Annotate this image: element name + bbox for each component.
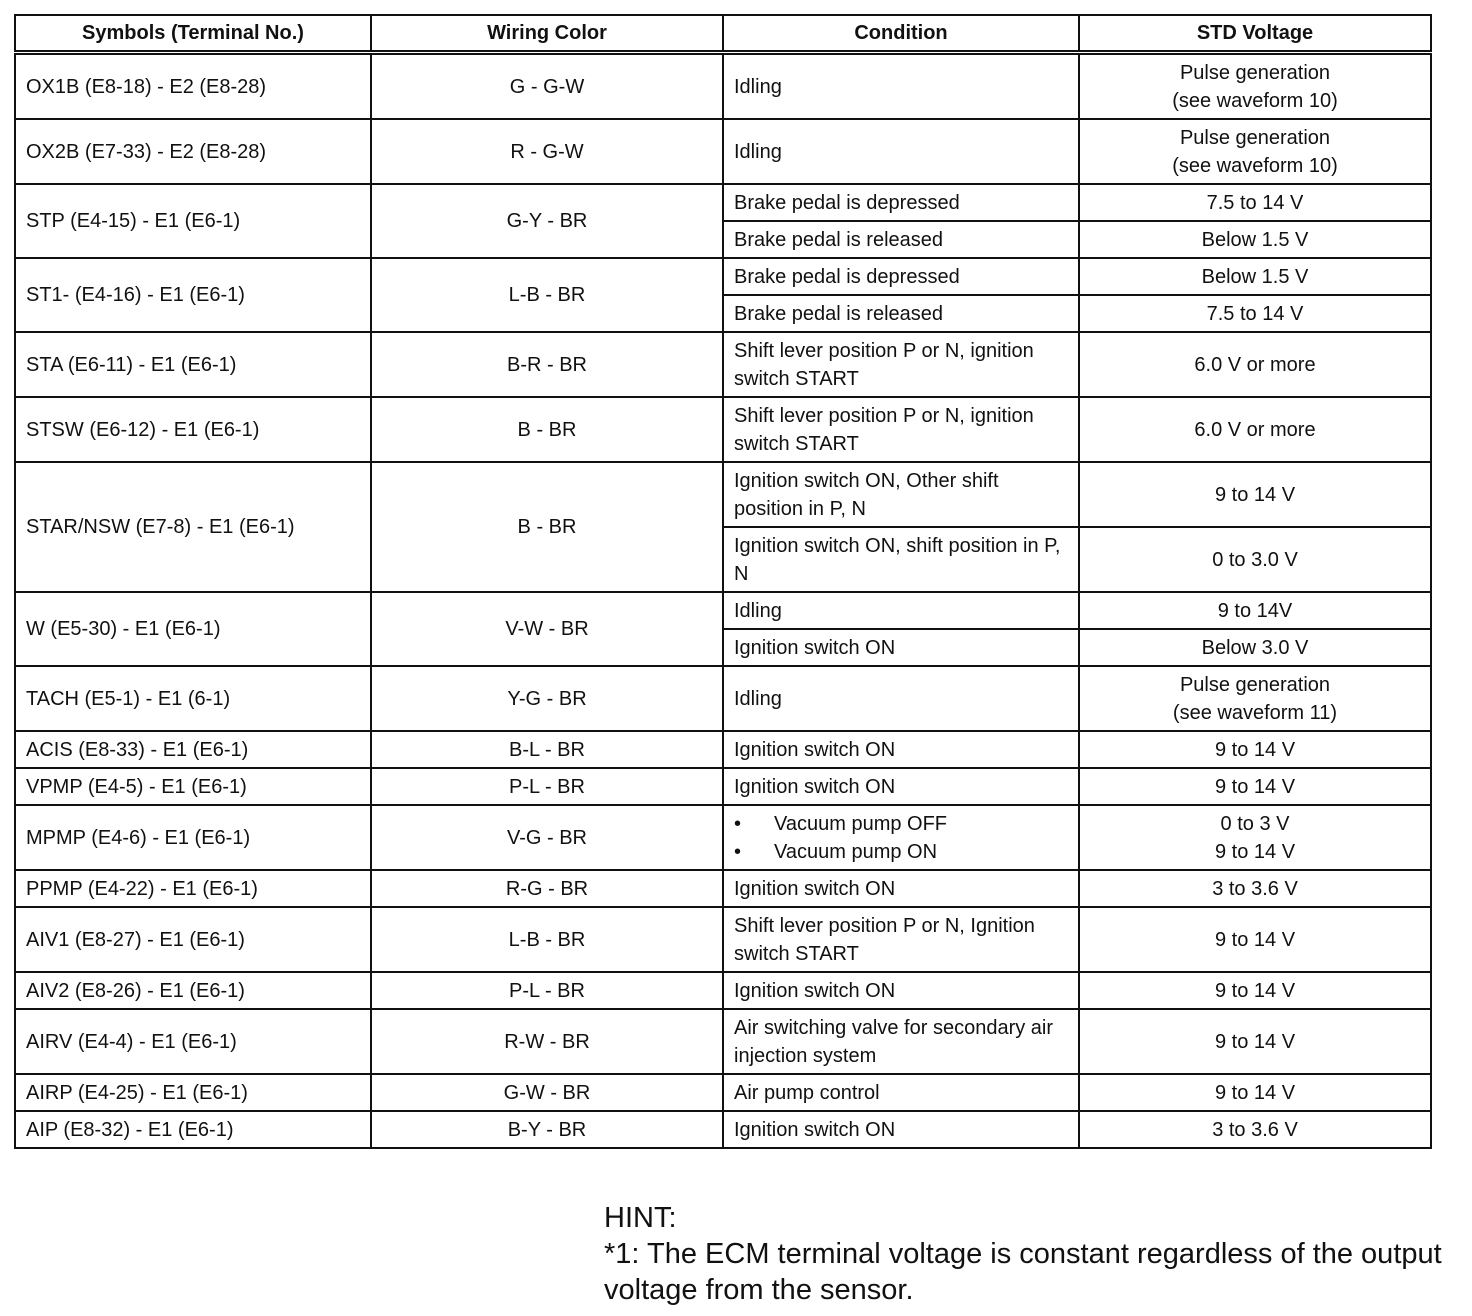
wiring-color-cell: G-W - BR [371,1074,723,1111]
wiring-color-cell: V-W - BR [371,592,723,666]
std-voltage-cell: 9 to 14 V [1079,731,1431,768]
terminal-symbol-cell: AIV1 (E8-27) - E1 (E6-1) [15,907,371,972]
terminal-symbol-cell: W (E5-30) - E1 (E6-1) [15,592,371,666]
condition-cell: Ignition switch ON, Other shift position in P, N [723,462,1079,527]
table-body [15,53,1431,1149]
wiring-color-cell: B-L - BR [371,731,723,768]
terminal-symbol-cell: OX2B (E7-33) - E2 (E8-28) [15,119,371,184]
condition-cell [723,805,1079,870]
bullet-icon: • [734,812,742,835]
std-voltage-cell: 0 to 3.0 V [1079,527,1431,592]
wiring-color-cell: B - BR [371,462,723,592]
terminal-symbol-cell: TACH (E5-1) - E1 (6-1) [15,666,371,731]
wiring-color-cell: L-B - BR [371,907,723,972]
wiring-color-cell: B-R - BR [371,332,723,397]
table-row [15,768,1431,805]
condition-cell: Brake pedal is released [723,295,1079,332]
wiring-color-cell: Y-G - BR [371,666,723,731]
std-voltage-cell: Below 3.0 V [1079,629,1431,666]
condition-cell: Brake pedal is depressed [723,184,1079,221]
terminal-voltage-table [14,14,1432,1149]
std-voltage-cell [1079,805,1431,870]
table-row [15,666,1431,731]
std-voltage-cell: 9 to 14 V [1079,972,1431,1009]
table-row [15,592,1431,629]
condition-cell: Air pump control [723,1074,1079,1111]
wiring-color-cell: B-Y - BR [371,1111,723,1148]
condition-cell: Ignition switch ON [723,1111,1079,1148]
std-voltage-line: Pulse generation [1179,126,1331,149]
std-voltage-cell: 6.0 V or more [1079,397,1431,462]
terminal-symbol-cell: MPMP (E4-6) - E1 (E6-1) [15,805,371,870]
wiring-color-cell: V-G - BR [371,805,723,870]
std-voltage-cell: Below 1.5 V [1079,258,1431,295]
std-voltage-line: Pulse generation [1179,673,1331,696]
condition-cell: Shift lever position P or N, ignition switch START [723,397,1079,462]
table-row [15,731,1431,768]
condition-cell: Ignition switch ON [723,629,1079,666]
header-symbols: Symbols (Terminal No.) [15,15,371,53]
condition-cell: Air switching valve for secondary air injection system [723,1009,1079,1074]
std-voltage-line: Pulse generation [1179,61,1331,84]
condition-cell: Idling [723,53,1079,120]
terminal-symbol-cell: STP (E4-15) - E1 (E6-1) [15,184,371,258]
std-voltage-cell: 9 to 14 V [1079,768,1431,805]
table-row [15,258,1431,295]
wiring-color-cell: P-L - BR [371,768,723,805]
std-voltage-line: (see waveform 11) [1172,701,1338,724]
std-voltage-cell: 9 to 14 V [1079,462,1431,527]
table-header-row [15,15,1431,53]
std-voltage-cell: 7.5 to 14 V [1079,184,1431,221]
terminal-symbol-cell: ACIS (E8-33) - E1 (E6-1) [15,731,371,768]
std-voltage-cell [1079,53,1431,120]
std-voltage-cell: 9 to 14 V [1079,1009,1431,1074]
bullet-icon: • [734,840,742,863]
condition-bullet-text: Vacuum pump ON [774,840,938,863]
condition-cell: Idling [723,666,1079,731]
std-voltage-line: 9 to 14 V [1214,840,1296,863]
table-row [15,53,1431,120]
std-voltage-cell: Below 1.5 V [1079,221,1431,258]
condition-bullet-item [734,838,1068,866]
std-voltage-cell: 9 to 14 V [1079,1074,1431,1111]
terminal-symbol-cell: AIP (E8-32) - E1 (E6-1) [15,1111,371,1148]
condition-bullet-item [734,810,1068,838]
std-voltage-cell: 9 to 14 V [1079,907,1431,972]
condition-cell: Ignition switch ON, shift position in P, N [723,527,1079,592]
condition-cell: Shift lever position P or N, ignition switch START [723,332,1079,397]
condition-cell: Brake pedal is depressed [723,258,1079,295]
table-row [15,397,1431,462]
terminal-symbol-cell: AIRP (E4-25) - E1 (E6-1) [15,1074,371,1111]
hint-title: HINT: [604,1202,677,1234]
wiring-color-cell: G - G-W [371,53,723,120]
std-voltage-cell: 6.0 V or more [1079,332,1431,397]
wiring-color-cell: B - BR [371,397,723,462]
table-row [15,119,1431,184]
table-row [15,184,1431,221]
condition-cell: Shift lever position P or N, Ignition switch START [723,907,1079,972]
wiring-color-cell: R-G - BR [371,870,723,907]
terminal-symbol-cell: STSW (E6-12) - E1 (E6-1) [15,397,371,462]
table-row [15,972,1431,1009]
wiring-color-cell: R - G-W [371,119,723,184]
condition-bullet-text: Vacuum pump OFF [774,812,948,835]
table-row [15,1111,1431,1148]
wiring-color-cell: P-L - BR [371,972,723,1009]
wiring-color-cell: G-Y - BR [371,184,723,258]
condition-cell: Ignition switch ON [723,731,1079,768]
std-voltage-cell: 7.5 to 14 V [1079,295,1431,332]
terminal-symbol-cell: AIRV (E4-4) - E1 (E6-1) [15,1009,371,1074]
terminal-symbol-cell: PPMP (E4-22) - E1 (E6-1) [15,870,371,907]
hint-text: *1: The ECM terminal voltage is constant regardless of the output voltage from the sensor. [604,1238,1442,1306]
wiring-color-cell: L-B - BR [371,258,723,332]
condition-cell: Ignition switch ON [723,972,1079,1009]
table-row [15,462,1431,527]
std-voltage-line: (see waveform 10) [1172,89,1338,112]
terminal-symbol-cell: OX1B (E8-18) - E2 (E8-28) [15,53,371,120]
std-voltage-line: (see waveform 10) [1172,154,1338,177]
table-row [15,1009,1431,1074]
condition-cell: Brake pedal is released [723,221,1079,258]
terminal-symbol-cell: AIV2 (E8-26) - E1 (E6-1) [15,972,371,1009]
condition-cell: Ignition switch ON [723,870,1079,907]
std-voltage-cell: 9 to 14V [1079,592,1431,629]
header-wiring-color: Wiring Color [371,15,723,53]
terminal-symbol-cell: STA (E6-11) - E1 (E6-1) [15,332,371,397]
table-row [15,332,1431,397]
wiring-color-cell: R-W - BR [371,1009,723,1074]
terminal-symbol-cell: ST1- (E4-16) - E1 (E6-1) [15,258,371,332]
terminal-symbol-cell: VPMP (E4-5) - E1 (E6-1) [15,768,371,805]
condition-cell: Idling [723,119,1079,184]
std-voltage-cell [1079,119,1431,184]
std-voltage-cell: 3 to 3.6 V [1079,870,1431,907]
std-voltage-cell [1079,666,1431,731]
table-row [15,1074,1431,1111]
condition-cell: Idling [723,592,1079,629]
std-voltage-line: 0 to 3 V [1220,812,1290,835]
std-voltage-cell: 3 to 3.6 V [1079,1111,1431,1148]
table-row [15,907,1431,972]
header-condition: Condition [723,15,1079,53]
hint-note [604,1200,1444,1308]
terminal-symbol-cell: STAR/NSW (E7-8) - E1 (E6-1) [15,462,371,592]
table-row [15,870,1431,907]
header-std-voltage: STD Voltage [1079,15,1431,53]
condition-cell: Ignition switch ON [723,768,1079,805]
table-row [15,805,1431,870]
